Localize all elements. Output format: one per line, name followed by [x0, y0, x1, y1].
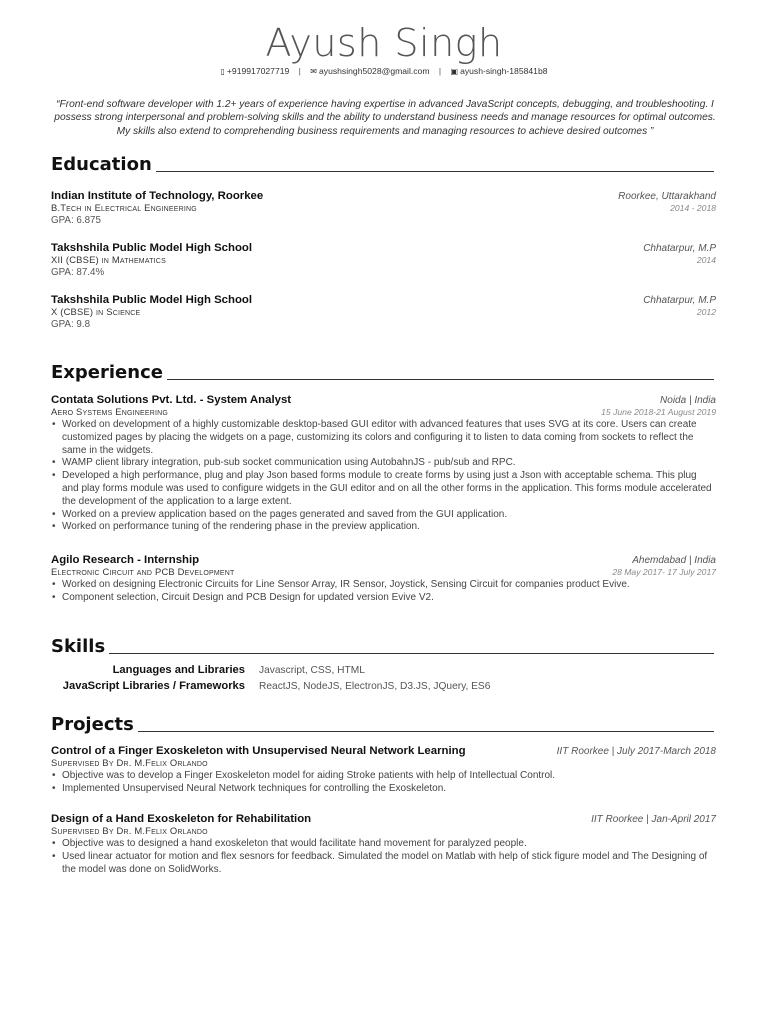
job-title: Contata Solutions Pvt. Ltd. - System Analyst [51, 394, 292, 406]
school-name: Takshshila Public Model High School [51, 294, 253, 306]
contact-separator: | [298, 66, 301, 76]
list-item: • Worked on a preview application based on the pages generated and saved from the GUI application. [62, 509, 716, 522]
projects-section [51, 712, 716, 875]
skills-section [51, 634, 714, 692]
list-item: • Used linear actuator for motion and flex sesnors for feedback. Simulated the model on Matlab with help of stick figure model and The Designing of the model was done on SolidWorks. [62, 851, 716, 877]
job-team: Aero Systems Engineering [51, 406, 169, 417]
school-location: Chhatarpur, M.P [643, 295, 716, 306]
gpa: GPA: 87.4% [51, 267, 105, 278]
phone-number[interactable]: +919917027719 [226, 66, 290, 76]
section-title: Experience [51, 362, 163, 383]
experience-entry [51, 394, 716, 534]
project-supervisor: Supervised By Dr. M.Felix Orlando [51, 757, 208, 768]
education-section [51, 152, 716, 330]
section-title: Skills [51, 636, 106, 657]
project-bullets [51, 838, 716, 876]
school-location: Chhatarpur, M.P [643, 243, 716, 254]
list-item: • Component selection, Circuit Design and PCB Design for updated version Evive V2. [62, 592, 716, 605]
linkedin-link[interactable]: ayush-singh-185841b8 [460, 66, 548, 76]
section-title: Projects [51, 714, 134, 735]
project-entry [51, 813, 716, 876]
job-title: Agilo Research - Internship [51, 554, 200, 566]
education-dates: 2014 [696, 255, 716, 265]
project-location: IIT Roorkee | July 2017-March 2018 [556, 746, 716, 757]
list-item: • Worked on performance tuning of the rendering phase in the preview application. [62, 521, 716, 534]
list-item: • WAMP client library integration, pub-sub socket communication using AutobahnJS - pub/sub and RPC. [62, 457, 716, 470]
job-dates: 15 June 2018-21 August 2019 [601, 407, 716, 417]
job-bullets [51, 579, 716, 605]
mobile-phone-icon: ▯ [220, 67, 225, 76]
skills-list [51, 664, 716, 696]
list-item: • Developed a high performance, plug and play Json based forms module to create forms by using just a Json with acceptable schema. This plug and play forms module was used to configure widgets in the GUI editor and on all the other forms in the application. This forms module accelerated the development of the application to a large extent. [62, 470, 716, 508]
project-name: Design of a Hand Exoskeleton for Rehabilitation [51, 813, 312, 825]
email-link[interactable]: ayushsingh5028@gmail.com [319, 66, 430, 76]
job-location: Noida | India [660, 395, 716, 406]
list-item: • Objective was to designed a hand exoskeleton that would facilitate hand movement for paralyzed people. [62, 838, 716, 851]
education-entry [51, 190, 716, 226]
section-rule [138, 731, 714, 732]
project-location: IIT Roorkee | Jan-April 2017 [591, 814, 716, 825]
contact-line [0, 66, 768, 76]
section-title: Education [51, 154, 152, 175]
skills-row [51, 664, 716, 680]
section-rule [167, 379, 714, 380]
degree: XII (CBSE) in Mathematics [51, 254, 166, 265]
section-header [51, 152, 714, 176]
linkedin-icon: ▣ [450, 67, 459, 76]
degree: X (CBSE) in Science [51, 306, 141, 317]
gpa: GPA: 6.875 [51, 215, 101, 226]
envelope-icon: ✉ [310, 67, 317, 76]
list-item: • Objective was to develop a Finger Exoskeleton model for aiding Stroke patients with help of Intellectual Control. [62, 770, 716, 783]
education-dates: 2014 - 2018 [670, 203, 716, 213]
skill-values: ReactJS, NodeJS, ElectronJS, D3.JS, JQuery, ES6 [259, 681, 491, 692]
list-item: • Implemented Unsupervised Neural Network techniques for controlling the Exoskeleton. [62, 783, 716, 796]
gpa: GPA: 9.8 [51, 319, 91, 330]
section-header [51, 712, 714, 736]
candidate-name: Ayush Singh [265, 21, 503, 65]
project-entry [51, 745, 716, 796]
list-item: • Worked on designing Electronic Circuits for Line Sensor Array, IR Sensor, Joystick, Sensing Circuit for companies product Evive. [62, 579, 716, 592]
job-bullets [51, 419, 716, 534]
project-bullets [51, 770, 716, 796]
contact-separator: | [438, 66, 442, 76]
section-header [51, 360, 714, 384]
education-entry [51, 294, 716, 330]
school-name: Takshshila Public Model High School [51, 242, 253, 254]
section-header [51, 634, 714, 658]
list-item: • Worked on development of a highly customizable desktop-based GUI editor with advanced features that uses SVG at its core. Users can create customized pages by placing the widgets on a page, customizing its colors and configuring it to listen to data coming from sockets to reflect the same in the widgets. [62, 419, 716, 457]
education-entry [51, 242, 716, 278]
skill-category: JavaScript Libraries / Frameworks [62, 680, 245, 692]
project-supervisor: Supervised By Dr. M.Felix Orlando [51, 825, 208, 836]
experience-section [51, 360, 716, 603]
job-location: Ahemdabad | India [632, 555, 716, 566]
section-rule [109, 653, 714, 654]
skills-row [51, 680, 716, 696]
school-location: Roorkee, Uttarakhand [618, 191, 716, 202]
skill-category: Languages and Libraries [112, 664, 245, 676]
summary-quote: “Front-end software developer with 1.2+ years of experience having expertise in advanced JavaScript concepts, debugging, and troubleshooting. I possess strong interpersonal and problem-solving skills and the ability to understand business needs and manage resources for optimal outcomes. My skills also extend to comprehending business requirements and managing resources to achieve desired outcomes ” [54, 99, 716, 137]
experience-entry [51, 554, 716, 605]
job-dates: 28 May 2017- 17 July 2017 [612, 567, 716, 577]
school-name: Indian Institute of Technology, Roorkee [51, 190, 264, 202]
section-rule [156, 171, 714, 172]
job-team: Electronic Circuit and PCB Development [51, 566, 235, 577]
degree: B.Tech in Electrical Engineering [51, 202, 197, 213]
project-name: Control of a Finger Exoskeleton with Unsupervised Neural Network Learning [51, 745, 466, 757]
skill-values: Javascript, CSS, HTML [259, 665, 365, 676]
education-dates: 2012 [696, 307, 716, 317]
